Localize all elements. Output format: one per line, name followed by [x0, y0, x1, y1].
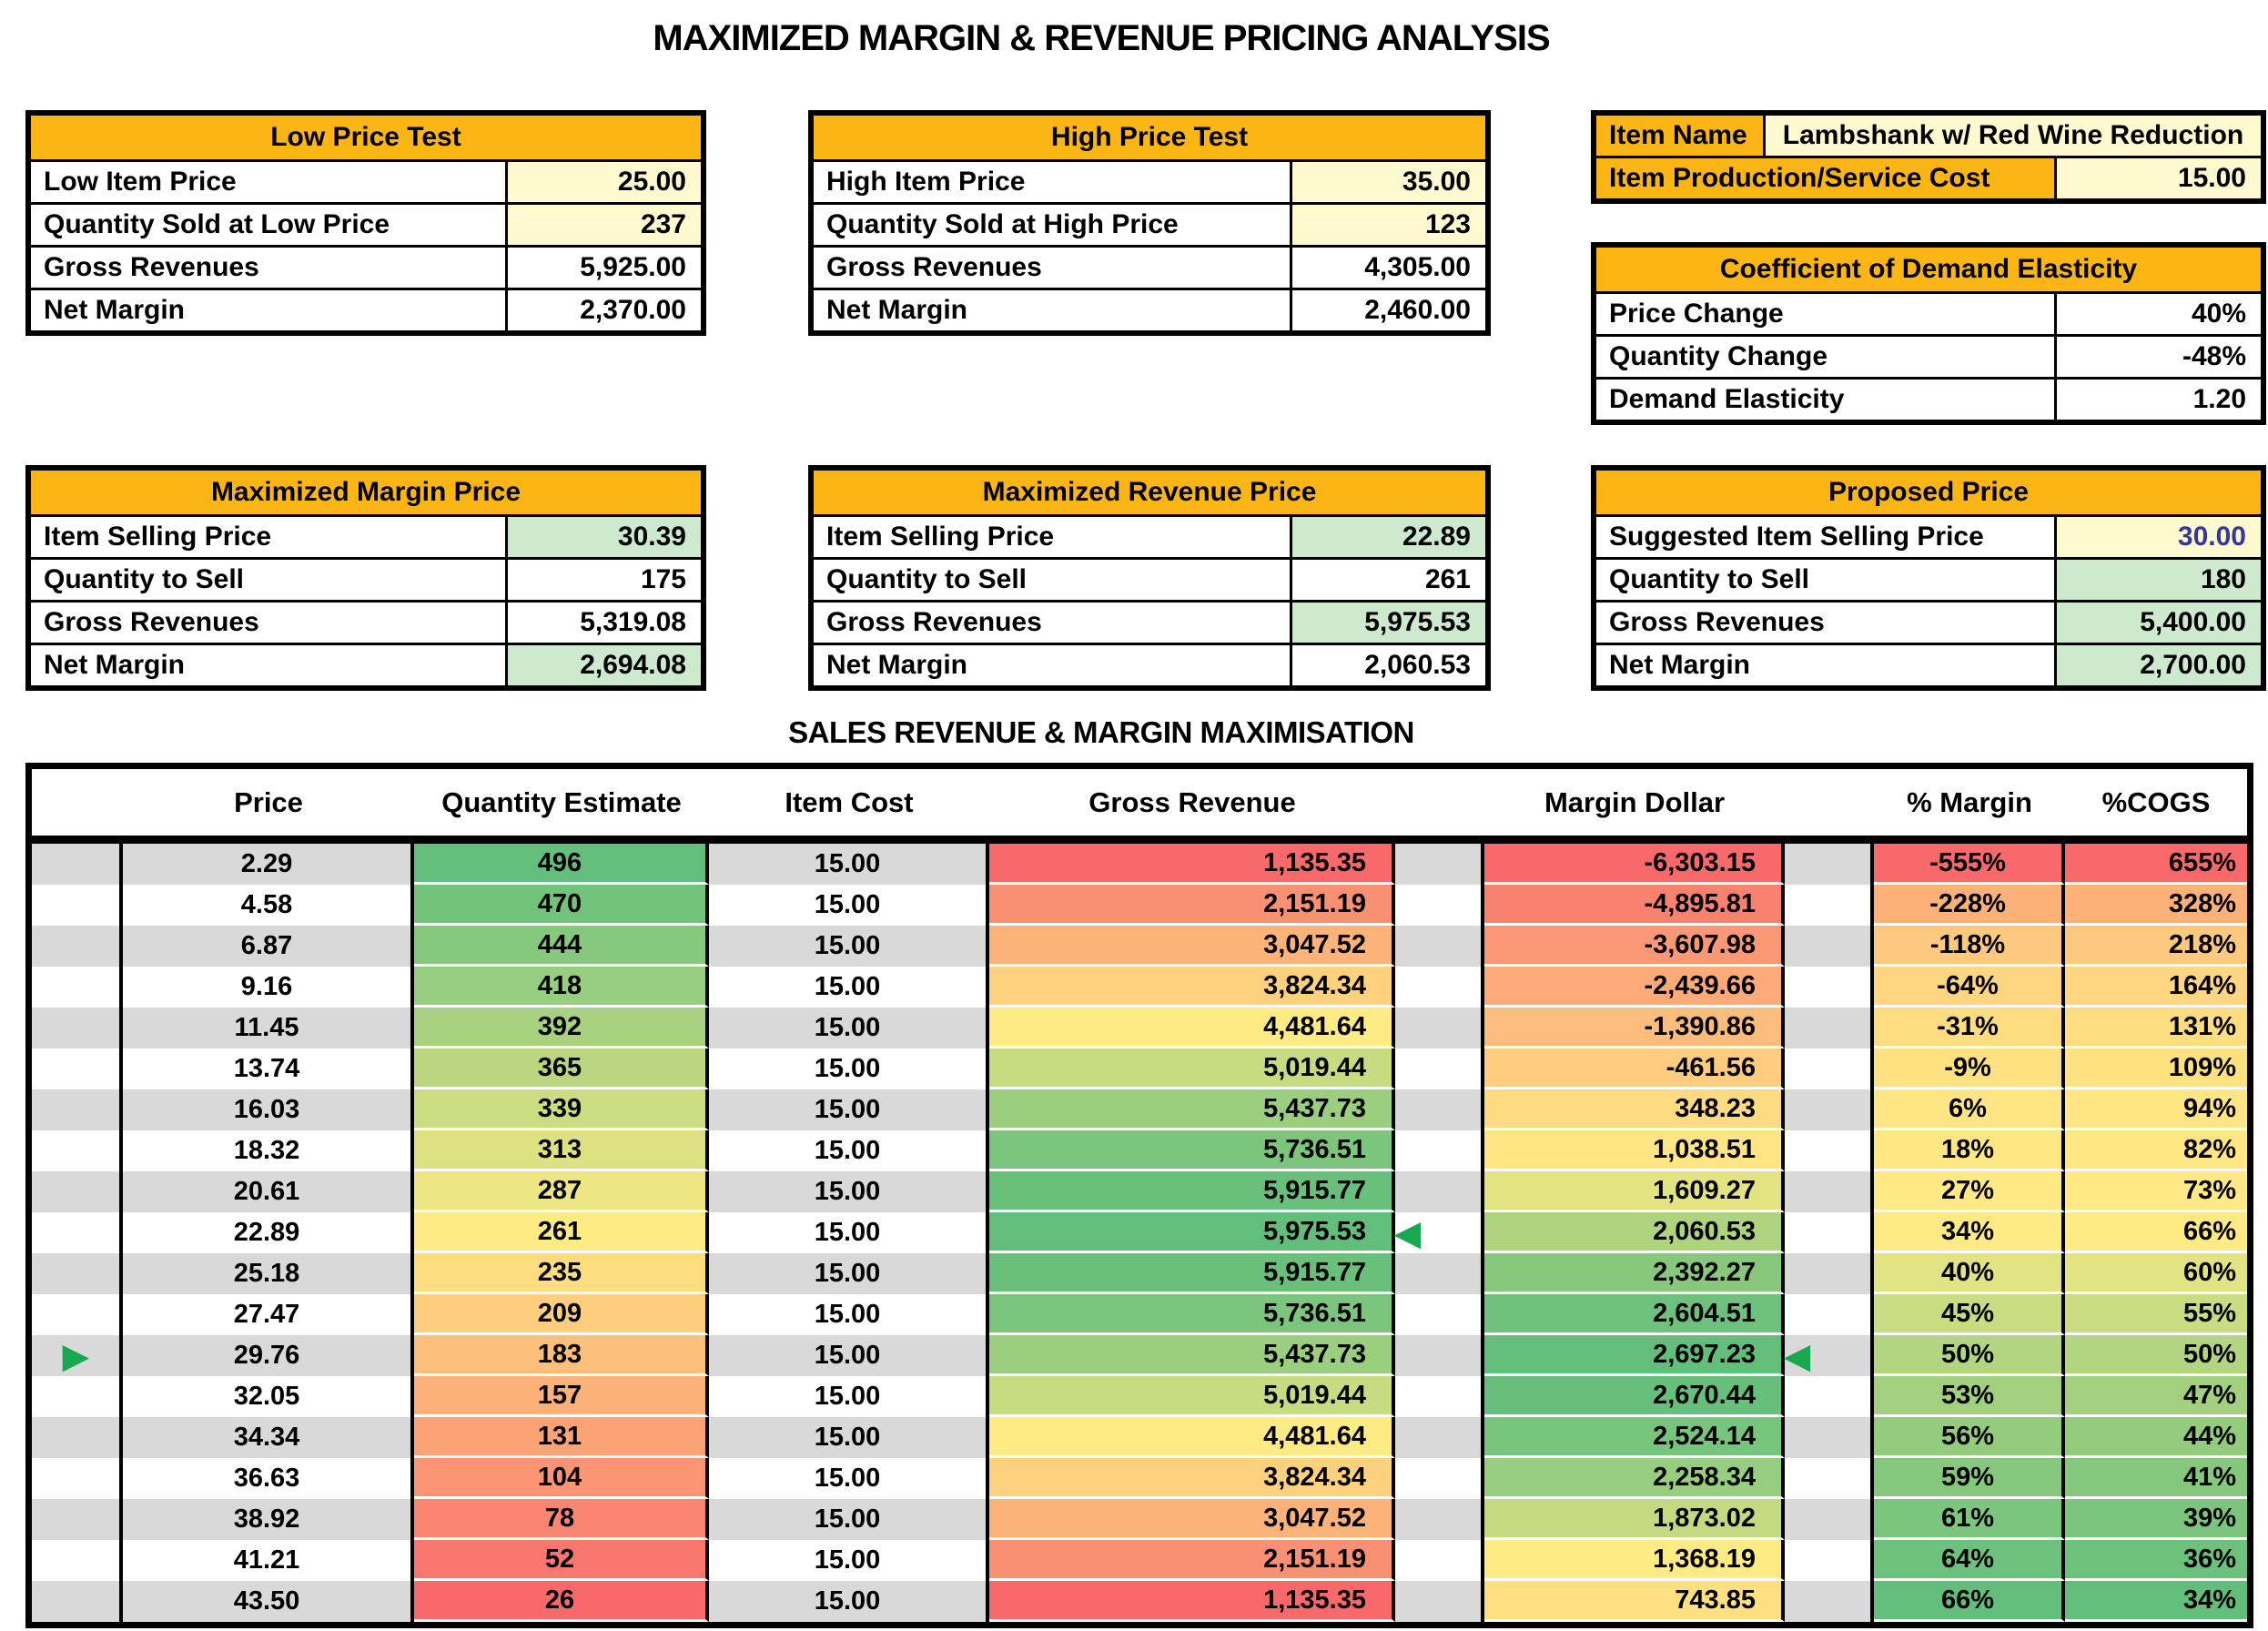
cell-pmargin-row17: 61% — [1874, 1499, 2065, 1540]
cell-gross-row16: 3,824.34 — [989, 1458, 1395, 1499]
cell-price-row12: 27.47 — [123, 1294, 414, 1335]
cell-pmargin-row14: 53% — [1874, 1376, 2065, 1417]
suggested-item-selling-price-label: Suggested Item Selling Price — [1596, 517, 2057, 557]
maximized-revenue-price-row-net-margin — [814, 645, 1485, 685]
cell-pmargin-row5: -31% — [1874, 1008, 2065, 1048]
quantity-to-sell-value: 175 — [508, 560, 701, 600]
cell-cost-row12: 15.00 — [709, 1294, 989, 1335]
gross-revenues-label: Gross Revenues — [31, 248, 508, 288]
cell-marker-row3 — [32, 926, 123, 967]
cell-qty-row8: 313 — [414, 1130, 709, 1171]
cell-margin-row17: 1,873.02 — [1484, 1499, 1785, 1540]
cell-marker-row12 — [32, 1294, 123, 1335]
high-price-test-row-net-margin — [814, 290, 1485, 330]
proposed-price-row-net-margin — [1596, 645, 2261, 685]
cell-qty-row11: 235 — [414, 1253, 709, 1294]
net-margin-label: Net Margin — [31, 290, 508, 330]
cell-pcogs-row2: 328% — [2065, 885, 2247, 926]
cell-price-row11: 25.18 — [123, 1253, 414, 1294]
column-header-marker — [32, 769, 123, 844]
cell-qty-row1: 496 — [414, 844, 709, 885]
cell-pcogs-row11: 60% — [2065, 1253, 2247, 1294]
page-title: MAXIMIZED MARGIN & REVENUE PRICING ANALYSIS — [653, 18, 1550, 58]
cell-marker-row1 — [32, 844, 123, 885]
cell-sp_gross-row6 — [1395, 1048, 1484, 1089]
gross-revenues-value: 4,305.00 — [1292, 248, 1485, 288]
cell-pmargin-row7: 6% — [1874, 1089, 2065, 1130]
quantity-to-sell-value: 261 — [1292, 560, 1485, 600]
cell-sp_gross-row2 — [1395, 885, 1484, 926]
cell-price-row9: 20.61 — [123, 1171, 414, 1212]
net-margin-value: 2,060.53 — [1292, 645, 1485, 685]
quantity-sold-at-high-price-value[interactable]: 123 — [1292, 205, 1485, 245]
cell-gross-row11: 5,915.77 — [989, 1253, 1395, 1294]
column-header-pcogs: %COGS — [2065, 769, 2247, 844]
low-price-test-row-gross-revenues — [31, 248, 701, 290]
proposed-price-header: Proposed Price — [1596, 471, 2261, 517]
cell-pmargin-row10: 34% — [1874, 1212, 2065, 1253]
item-name-label: Item Name — [1596, 116, 1766, 156]
cell-marker-row18 — [32, 1540, 123, 1581]
gross-revenues-label: Gross Revenues — [31, 603, 508, 643]
cell-marker-row7 — [32, 1089, 123, 1130]
panel-high-price-test — [808, 110, 1491, 336]
cell-margin-row3: -3,607.98 — [1484, 926, 1785, 967]
cell-margin-row19: 743.85 — [1484, 1581, 1785, 1622]
cell-margin-row9: 1,609.27 — [1484, 1171, 1785, 1212]
item-info-row-item-production-service-cost — [1596, 158, 2261, 198]
cell-pmargin-row19: 66% — [1874, 1581, 2065, 1622]
cell-pcogs-row6: 109% — [2065, 1048, 2247, 1089]
quantity-change-value: -48% — [2057, 337, 2261, 377]
cell-price-row17: 38.92 — [123, 1499, 414, 1540]
cell-pcogs-row13: 50% — [2065, 1335, 2247, 1376]
cell-gross-row7: 5,437.73 — [989, 1089, 1395, 1130]
cell-pcogs-row9: 73% — [2065, 1171, 2247, 1212]
quantity-sold-at-low-price-value[interactable]: 237 — [508, 205, 701, 245]
cell-sp_margin-row10 — [1785, 1212, 1874, 1253]
cell-marker-row13 — [32, 1335, 123, 1376]
cell-sp_gross-row16 — [1395, 1458, 1484, 1499]
cell-sp_gross-row14 — [1395, 1376, 1484, 1417]
cell-margin-row7: 348.23 — [1484, 1089, 1785, 1130]
cell-sp_margin-row4 — [1785, 967, 1874, 1008]
quantity-to-sell-label: Quantity to Sell — [31, 560, 508, 600]
cell-price-row19: 43.50 — [123, 1581, 414, 1622]
table-subtitle: SALES REVENUE & MARGIN MAXIMISATION — [788, 715, 1414, 749]
cell-margin-row4: -2,439.66 — [1484, 967, 1785, 1008]
cell-qty-row14: 157 — [414, 1376, 709, 1417]
cell-qty-row6: 365 — [414, 1048, 709, 1089]
cell-gross-row9: 5,915.77 — [989, 1171, 1395, 1212]
cell-cost-row19: 15.00 — [709, 1581, 989, 1622]
low-price-test-header: Low Price Test — [31, 116, 701, 162]
cell-qty-row18: 52 — [414, 1540, 709, 1581]
cell-sp_gross-row4 — [1395, 967, 1484, 1008]
cell-pmargin-row3: -118% — [1874, 926, 2065, 967]
demand-elasticity-row-price-change — [1596, 294, 2261, 337]
item-production-service-cost-label: Item Production/Service Cost — [1596, 158, 2057, 198]
cell-gross-row17: 3,047.52 — [989, 1499, 1395, 1540]
cell-qty-row9: 287 — [414, 1171, 709, 1212]
column-header-cost: Item Cost — [709, 769, 989, 844]
cell-sp_gross-row3 — [1395, 926, 1484, 967]
cell-gross-row1: 1,135.35 — [989, 844, 1395, 885]
cell-sp_gross-row8 — [1395, 1130, 1484, 1171]
high-price-test-row-high-item-price — [814, 162, 1485, 205]
cell-qty-row5: 392 — [414, 1008, 709, 1048]
low-price-test-row-quantity-sold-at-low-price — [31, 205, 701, 248]
cell-gross-row14: 5,019.44 — [989, 1376, 1395, 1417]
cell-sp_gross-row18 — [1395, 1540, 1484, 1581]
cell-marker-row5 — [32, 1008, 123, 1048]
item-selling-price-label: Item Selling Price — [31, 517, 508, 557]
price-change-value: 40% — [2057, 294, 2261, 334]
cell-marker-row4 — [32, 967, 123, 1008]
gross-revenues-value: 5,319.08 — [508, 603, 701, 643]
cell-sp_gross-row15 — [1395, 1417, 1484, 1458]
item-selling-price-value: 22.89 — [1292, 517, 1485, 557]
cell-price-row14: 32.05 — [123, 1376, 414, 1417]
cell-cost-row11: 15.00 — [709, 1253, 989, 1294]
gross-revenues-value: 5,925.00 — [508, 248, 701, 288]
cell-pcogs-row15: 44% — [2065, 1417, 2247, 1458]
cell-gross-row4: 3,824.34 — [989, 967, 1395, 1008]
cell-pcogs-row10: 66% — [2065, 1212, 2247, 1253]
net-margin-value: 2,460.00 — [1292, 290, 1485, 330]
gross-revenues-label: Gross Revenues — [1596, 603, 2057, 643]
marker-left-icon: ◀ — [1395, 1213, 1421, 1251]
demand-elasticity-row-quantity-change — [1596, 337, 2261, 380]
sales-revenue-margin-table — [25, 763, 2253, 1628]
cell-price-row4: 9.16 — [123, 967, 414, 1008]
cell-price-row15: 34.34 — [123, 1417, 414, 1458]
quantity-change-label: Quantity Change — [1596, 337, 2057, 377]
demand-elasticity-row-demand-elasticity — [1596, 380, 2261, 420]
maximized-revenue-price-header: Maximized Revenue Price — [814, 471, 1485, 517]
cell-price-row1: 2.29 — [123, 844, 414, 885]
cell-margin-row5: -1,390.86 — [1484, 1008, 1785, 1048]
cell-qty-row2: 470 — [414, 885, 709, 926]
cell-qty-row16: 104 — [414, 1458, 709, 1499]
cell-sp_margin-row1 — [1785, 844, 1874, 885]
cell-marker-row16 — [32, 1458, 123, 1499]
cell-pcogs-row3: 218% — [2065, 926, 2247, 967]
panel-proposed-price — [1591, 465, 2266, 691]
cell-gross-row15: 4,481.64 — [989, 1417, 1395, 1458]
cell-pcogs-row14: 47% — [2065, 1376, 2247, 1417]
net-margin-label: Net Margin — [814, 645, 1292, 685]
cell-qty-row17: 78 — [414, 1499, 709, 1540]
quantity-to-sell-value: 180 — [2057, 560, 2261, 600]
cell-cost-row6: 15.00 — [709, 1048, 989, 1089]
panel-maximized-margin-price — [25, 465, 706, 691]
panel-item-info — [1591, 110, 2266, 204]
cell-pcogs-row1: 655% — [2065, 844, 2247, 885]
gross-revenues-value: 5,400.00 — [2057, 603, 2261, 643]
cell-pmargin-row12: 45% — [1874, 1294, 2065, 1335]
cell-sp_margin-row5 — [1785, 1008, 1874, 1048]
cell-gross-row6: 5,019.44 — [989, 1048, 1395, 1089]
cell-sp_margin-row6 — [1785, 1048, 1874, 1089]
cell-price-row10: 22.89 — [123, 1212, 414, 1253]
cell-qty-row3: 444 — [414, 926, 709, 967]
net-margin-value: 2,370.00 — [508, 290, 701, 330]
quantity-to-sell-label: Quantity to Sell — [814, 560, 1292, 600]
cell-price-row13: 29.76 — [123, 1335, 414, 1376]
cell-gross-row12: 5,736.51 — [989, 1294, 1395, 1335]
maximized-margin-price-row-net-margin — [31, 645, 701, 685]
item-selling-price-label: Item Selling Price — [814, 517, 1292, 557]
cell-pcogs-row5: 131% — [2065, 1008, 2247, 1048]
proposed-price-row-gross-revenues — [1596, 603, 2261, 645]
cell-cost-row4: 15.00 — [709, 967, 989, 1008]
cell-pmargin-row1: -555% — [1874, 844, 2065, 885]
low-item-price-value[interactable]: 25.00 — [508, 162, 701, 202]
cell-margin-row13: 2,697.23 — [1484, 1335, 1785, 1376]
cell-price-row18: 41.21 — [123, 1540, 414, 1581]
cell-cost-row7: 15.00 — [709, 1089, 989, 1130]
high-price-test-header: High Price Test — [814, 116, 1485, 162]
suggested-item-selling-price-value[interactable]: 30.00 — [2057, 517, 2261, 557]
cell-margin-row2: -4,895.81 — [1484, 885, 1785, 926]
cell-cost-row18: 15.00 — [709, 1540, 989, 1581]
cell-marker-row11 — [32, 1253, 123, 1294]
cell-sp_margin-row12 — [1785, 1294, 1874, 1335]
cell-pmargin-row15: 56% — [1874, 1417, 2065, 1458]
cell-pmargin-row18: 64% — [1874, 1540, 2065, 1581]
column-header-pmargin: % Margin — [1874, 769, 2065, 844]
cell-cost-row17: 15.00 — [709, 1499, 989, 1540]
cell-gross-row13: 5,437.73 — [989, 1335, 1395, 1376]
column-header-price: Price — [123, 769, 414, 844]
cell-cost-row14: 15.00 — [709, 1376, 989, 1417]
cell-pcogs-row7: 94% — [2065, 1089, 2247, 1130]
cell-sp_margin-row18 — [1785, 1540, 1874, 1581]
cell-marker-row8 — [32, 1130, 123, 1171]
cell-cost-row9: 15.00 — [709, 1171, 989, 1212]
cell-price-row16: 36.63 — [123, 1458, 414, 1499]
cell-sp_margin-row16 — [1785, 1458, 1874, 1499]
item-selling-price-value: 30.39 — [508, 517, 701, 557]
demand-elasticity-header: Coefficient of Demand Elasticity — [1596, 248, 2261, 294]
cell-qty-row4: 418 — [414, 967, 709, 1008]
net-margin-label: Net Margin — [1596, 645, 2057, 685]
cell-pmargin-row11: 40% — [1874, 1253, 2065, 1294]
cell-margin-row11: 2,392.27 — [1484, 1253, 1785, 1294]
cell-cost-row10: 15.00 — [709, 1212, 989, 1253]
cell-marker-row6 — [32, 1048, 123, 1089]
cell-sp_margin-row17 — [1785, 1499, 1874, 1540]
cell-sp_margin-row14 — [1785, 1376, 1874, 1417]
cell-margin-row18: 1,368.19 — [1484, 1540, 1785, 1581]
cell-margin-row10: 2,060.53 — [1484, 1212, 1785, 1253]
cell-margin-row14: 2,670.44 — [1484, 1376, 1785, 1417]
gross-revenues-label: Gross Revenues — [814, 603, 1292, 643]
cell-pcogs-row12: 55% — [2065, 1294, 2247, 1335]
cell-margin-row15: 2,524.14 — [1484, 1417, 1785, 1458]
maximized-revenue-price-row-gross-revenues — [814, 603, 1485, 645]
cell-marker-row17 — [32, 1499, 123, 1540]
cell-sp_margin-row11 — [1785, 1253, 1874, 1294]
demand-elasticity-label: Demand Elasticity — [1596, 380, 2057, 420]
cell-marker-row19 — [32, 1581, 123, 1622]
maximized-revenue-price-row-item-selling-price — [814, 517, 1485, 560]
cell-cost-row8: 15.00 — [709, 1130, 989, 1171]
item-name-value[interactable]: Lambshank w/ Red Wine Reduction — [1766, 116, 2261, 156]
cell-pmargin-row9: 27% — [1874, 1171, 2065, 1212]
cell-margin-row8: 1,038.51 — [1484, 1130, 1785, 1171]
column-header-sp_gross — [1395, 769, 1484, 844]
high-item-price-label: High Item Price — [814, 162, 1292, 202]
cell-margin-row16: 2,258.34 — [1484, 1458, 1785, 1499]
panel-demand-elasticity — [1591, 242, 2266, 425]
cell-sp_gross-row1 — [1395, 844, 1484, 885]
low-item-price-label: Low Item Price — [31, 162, 508, 202]
cell-sp_margin-row19 — [1785, 1581, 1874, 1622]
net-margin-value: 2,694.08 — [508, 645, 701, 685]
maximized-margin-price-row-item-selling-price — [31, 517, 701, 560]
cell-cost-row16: 15.00 — [709, 1458, 989, 1499]
gross-revenues-label: Gross Revenues — [814, 248, 1292, 288]
maximized-margin-price-row-gross-revenues — [31, 603, 701, 645]
cell-pcogs-row19: 34% — [2065, 1581, 2247, 1622]
column-header-gross: Gross Revenue — [989, 769, 1395, 844]
cell-gross-row19: 1,135.35 — [989, 1581, 1395, 1622]
cell-qty-row19: 26 — [414, 1581, 709, 1622]
column-header-qty: Quantity Estimate — [414, 769, 709, 844]
quantity-to-sell-label: Quantity to Sell — [1596, 560, 2057, 600]
cell-sp_margin-row13 — [1785, 1335, 1874, 1376]
cell-pcogs-row17: 39% — [2065, 1499, 2247, 1540]
cell-qty-row12: 209 — [414, 1294, 709, 1335]
net-margin-value: 2,700.00 — [2057, 645, 2261, 685]
cell-sp_margin-row15 — [1785, 1417, 1874, 1458]
cell-price-row7: 16.03 — [123, 1089, 414, 1130]
cell-sp_gross-row19 — [1395, 1581, 1484, 1622]
cell-sp_gross-row13 — [1395, 1335, 1484, 1376]
cell-sp_margin-row9 — [1785, 1171, 1874, 1212]
cell-sp_margin-row3 — [1785, 926, 1874, 967]
cell-margin-row1: -6,303.15 — [1484, 844, 1785, 885]
cell-marker-row2 — [32, 885, 123, 926]
cell-pcogs-row16: 41% — [2065, 1458, 2247, 1499]
cell-marker-row15 — [32, 1417, 123, 1458]
cell-cost-row5: 15.00 — [709, 1008, 989, 1048]
cell-qty-row10: 261 — [414, 1212, 709, 1253]
cell-price-row5: 11.45 — [123, 1008, 414, 1048]
net-margin-label: Net Margin — [814, 290, 1292, 330]
cell-pcogs-row4: 164% — [2065, 967, 2247, 1008]
price-change-label: Price Change — [1596, 294, 2057, 334]
cell-marker-row14 — [32, 1376, 123, 1417]
cell-sp_gross-row5 — [1395, 1008, 1484, 1048]
cell-marker-row10 — [32, 1212, 123, 1253]
cell-pmargin-row2: -228% — [1874, 885, 2065, 926]
item-info-row-item-name — [1596, 116, 2261, 158]
maximized-margin-price-row-quantity-to-sell — [31, 560, 701, 603]
cell-price-row2: 4.58 — [123, 885, 414, 926]
cell-pmargin-row8: 18% — [1874, 1130, 2065, 1171]
marker-right-icon: ▶ — [63, 1336, 88, 1374]
demand-elasticity-value: 1.20 — [2057, 380, 2261, 420]
high-price-test-row-gross-revenues — [814, 248, 1485, 290]
cell-qty-row7: 339 — [414, 1089, 709, 1130]
cell-gross-row2: 2,151.19 — [989, 885, 1395, 926]
item-production-service-cost-value[interactable]: 15.00 — [2057, 158, 2261, 198]
cell-pmargin-row4: -64% — [1874, 967, 2065, 1008]
cell-gross-row10: 5,975.53 — [989, 1212, 1395, 1253]
cell-sp_margin-row2 — [1785, 885, 1874, 926]
cell-sp_gross-row7 — [1395, 1089, 1484, 1130]
cell-gross-row8: 5,736.51 — [989, 1130, 1395, 1171]
cell-pmargin-row6: -9% — [1874, 1048, 2065, 1089]
cell-cost-row15: 15.00 — [709, 1417, 989, 1458]
column-header-sp_margin — [1785, 769, 1874, 844]
cell-sp_gross-row9 — [1395, 1171, 1484, 1212]
quantity-sold-at-high-price-label: Quantity Sold at High Price — [814, 205, 1292, 245]
maximized-revenue-price-row-quantity-to-sell — [814, 560, 1485, 603]
cell-gross-row18: 2,151.19 — [989, 1540, 1395, 1581]
cell-margin-row6: -461.56 — [1484, 1048, 1785, 1089]
cell-margin-row12: 2,604.51 — [1484, 1294, 1785, 1335]
cell-marker-row9 — [32, 1171, 123, 1212]
cell-gross-row5: 4,481.64 — [989, 1008, 1395, 1048]
quantity-sold-at-low-price-label: Quantity Sold at Low Price — [31, 205, 508, 245]
cell-qty-row15: 131 — [414, 1417, 709, 1458]
maximized-margin-price-header: Maximized Margin Price — [31, 471, 701, 517]
proposed-price-row-quantity-to-sell — [1596, 560, 2261, 603]
cell-gross-row3: 3,047.52 — [989, 926, 1395, 967]
cell-pmargin-row16: 59% — [1874, 1458, 2065, 1499]
cell-sp_gross-row11 — [1395, 1253, 1484, 1294]
cell-cost-row13: 15.00 — [709, 1335, 989, 1376]
cell-sp_margin-row8 — [1785, 1130, 1874, 1171]
cell-price-row3: 6.87 — [123, 926, 414, 967]
high-item-price-value[interactable]: 35.00 — [1292, 162, 1485, 202]
cell-cost-row2: 15.00 — [709, 885, 989, 926]
panel-low-price-test — [25, 110, 706, 336]
cell-price-row8: 18.32 — [123, 1130, 414, 1171]
cell-pcogs-row8: 82% — [2065, 1130, 2247, 1171]
net-margin-label: Net Margin — [31, 645, 508, 685]
cell-cost-row3: 15.00 — [709, 926, 989, 967]
cell-sp_gross-row12 — [1395, 1294, 1484, 1335]
low-price-test-row-low-item-price — [31, 162, 701, 205]
cell-qty-row13: 183 — [414, 1335, 709, 1376]
gross-revenues-value: 5,975.53 — [1292, 603, 1485, 643]
cell-pmargin-row13: 50% — [1874, 1335, 2065, 1376]
cell-price-row6: 13.74 — [123, 1048, 414, 1089]
panel-maximized-revenue-price — [808, 465, 1491, 691]
cell-pcogs-row18: 36% — [2065, 1540, 2247, 1581]
column-header-margin: Margin Dollar — [1484, 769, 1785, 844]
cell-sp_margin-row7 — [1785, 1089, 1874, 1130]
cell-sp_gross-row17 — [1395, 1499, 1484, 1540]
marker-left-icon: ◀ — [1785, 1336, 1810, 1374]
proposed-price-row-suggested-item-selling-price — [1596, 517, 2261, 560]
low-price-test-row-net-margin — [31, 290, 701, 330]
cell-sp_gross-row10 — [1395, 1212, 1484, 1253]
high-price-test-row-quantity-sold-at-high-price — [814, 205, 1485, 248]
cell-cost-row1: 15.00 — [709, 844, 989, 885]
